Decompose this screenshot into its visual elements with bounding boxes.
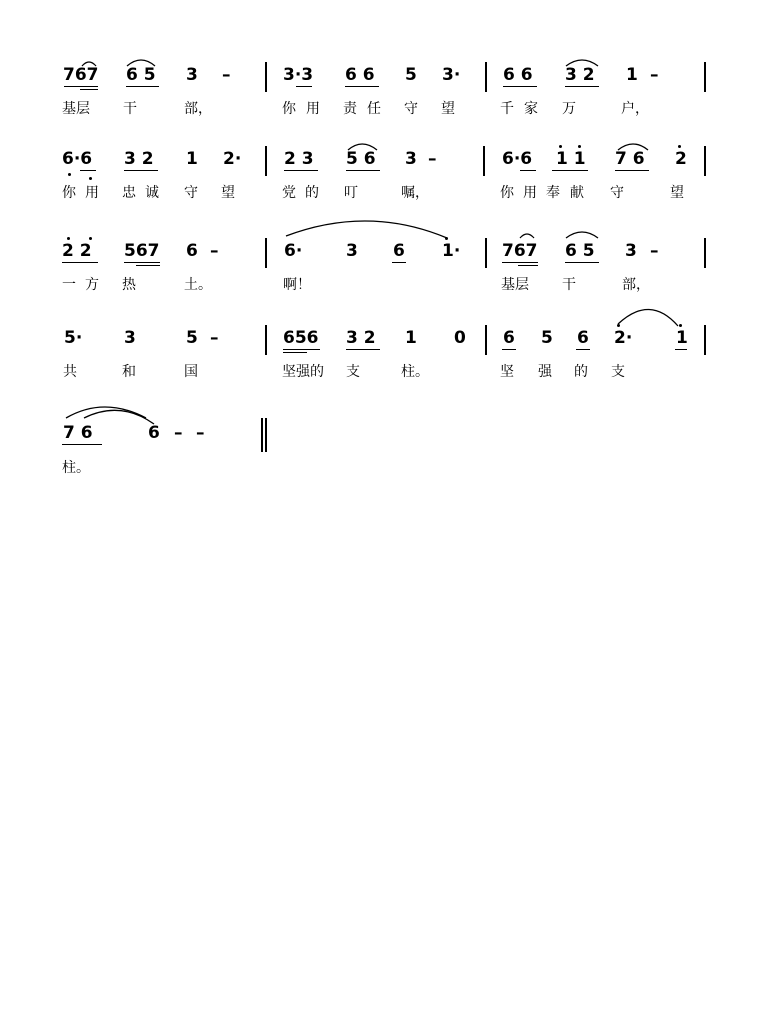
- lyric: 的: [305, 185, 319, 201]
- note-6: 6: [577, 328, 589, 348]
- note-dash: –: [210, 328, 219, 348]
- note-76: 7 6: [615, 149, 645, 169]
- lyric: 基层: [501, 277, 529, 293]
- underline: [615, 170, 649, 171]
- underline: [296, 86, 312, 87]
- lyric: 土。: [184, 277, 212, 293]
- note-32: 3 2: [565, 65, 595, 85]
- underline: [502, 262, 538, 263]
- lyric: 坚强的: [282, 364, 324, 380]
- barline: [265, 325, 267, 355]
- note-2h2h: 2 2: [62, 241, 92, 261]
- barline: [265, 62, 267, 92]
- note-3-dot: 3·: [442, 65, 461, 85]
- note-23: 2 3: [284, 149, 314, 169]
- note-5-dot: 5·: [64, 328, 83, 348]
- barline: [265, 146, 267, 176]
- lyric: 守: [404, 101, 418, 117]
- note-6-6: 6·6: [502, 149, 533, 169]
- underline: [392, 262, 406, 263]
- high-octave-dot: [578, 145, 581, 148]
- high-octave-dot: [89, 237, 92, 240]
- note-32: 3 2: [124, 149, 154, 169]
- lyric: 干: [123, 101, 137, 117]
- high-octave-dot: [559, 145, 562, 148]
- lyric: 望: [441, 101, 455, 117]
- underline: [80, 89, 98, 90]
- underline: [675, 349, 687, 350]
- note-567: 567: [124, 241, 160, 261]
- lyric: 诚: [145, 185, 159, 201]
- note-76: 7 6: [63, 423, 93, 443]
- lyric: 啊！: [283, 277, 311, 293]
- barline: [485, 238, 487, 268]
- barline: [485, 62, 487, 92]
- high-octave-dot: [679, 324, 682, 327]
- note-767: 767: [63, 65, 99, 85]
- note-5: 5: [405, 65, 417, 85]
- note-5: 5: [186, 328, 198, 348]
- lyric: 千: [500, 101, 514, 117]
- barline: [265, 238, 267, 268]
- final-barline-thick: [265, 418, 267, 452]
- lyric: 一: [62, 277, 76, 293]
- underline: [80, 170, 96, 171]
- underline: [520, 170, 536, 171]
- lyric: 叮: [344, 185, 358, 201]
- note-3: 3: [625, 241, 637, 261]
- underline: [124, 170, 158, 171]
- note-656: 656: [283, 328, 319, 348]
- high-octave-dot: [67, 237, 70, 240]
- lyric: 热: [122, 277, 136, 293]
- lyric: 忠: [122, 185, 136, 201]
- note-1h1h: 1 1: [556, 149, 586, 169]
- high-octave-dot: [678, 145, 681, 148]
- note-dash: –: [174, 423, 183, 443]
- underline: [62, 444, 102, 445]
- lyric: 共: [63, 364, 77, 380]
- note-1h-dot: 1·: [442, 241, 461, 261]
- note-dash: –: [428, 149, 437, 169]
- lyric: 奉: [546, 185, 560, 201]
- note-2-dot: 2·: [223, 149, 242, 169]
- note-6: 6: [393, 241, 405, 261]
- high-octave-dot: [617, 324, 620, 327]
- lyric: 用: [85, 185, 99, 201]
- note-dash: –: [650, 241, 659, 261]
- barline: [704, 325, 706, 355]
- note-3: 3: [124, 328, 136, 348]
- underline: [345, 86, 379, 87]
- lyric: 嘱，: [401, 185, 429, 201]
- underline: [552, 170, 588, 171]
- barline: [483, 146, 485, 176]
- underline: [503, 86, 537, 87]
- note-66: 6 6: [503, 65, 533, 85]
- note-32: 3 2: [346, 328, 376, 348]
- note-rest-0: 0: [454, 328, 466, 348]
- lyric: 的: [574, 364, 588, 380]
- note-dash: –: [196, 423, 205, 443]
- lyric: 部，: [622, 277, 650, 293]
- lyric: 家: [524, 101, 538, 117]
- lyric: 柱。: [62, 460, 90, 476]
- low-octave-dot: [89, 177, 92, 180]
- note-3: 3: [186, 65, 198, 85]
- underline: [502, 349, 516, 350]
- note-1: 1: [626, 65, 638, 85]
- lyric: 望: [670, 185, 684, 201]
- underline: [126, 86, 159, 87]
- underline: [518, 265, 538, 266]
- lyric: 责: [343, 101, 357, 117]
- final-barline-thin: [261, 418, 263, 452]
- lyric: 户，: [621, 101, 649, 117]
- lyric: 万: [562, 101, 576, 117]
- lyric: 和: [122, 364, 136, 380]
- note-1h: 1: [676, 328, 688, 348]
- underline: [346, 170, 380, 171]
- note-56: 5 6: [346, 149, 376, 169]
- note-6: 6: [186, 241, 198, 261]
- lyric: 强: [538, 364, 552, 380]
- lyric: 基层: [62, 101, 90, 117]
- note-3: 3: [405, 149, 417, 169]
- barline: [704, 62, 706, 92]
- low-octave-dot: [68, 173, 71, 176]
- underline: [62, 262, 98, 263]
- barline: [704, 146, 706, 176]
- lyric: 国: [184, 364, 198, 380]
- lyric: 方: [85, 277, 99, 293]
- lyric: 柱。: [401, 364, 429, 380]
- note-dash: –: [222, 65, 231, 85]
- lyric: 用: [306, 101, 320, 117]
- lyric: 支: [611, 364, 625, 380]
- underline: [346, 349, 380, 350]
- note-6: 6: [148, 423, 160, 443]
- lyric: 望: [221, 185, 235, 201]
- lyric: 献: [570, 185, 584, 201]
- note-6-dot: 6·: [284, 241, 303, 261]
- note-1: 1: [186, 149, 198, 169]
- note-1: 1: [405, 328, 417, 348]
- underline: [124, 262, 160, 263]
- note-3-3: 3·3: [283, 65, 314, 85]
- note-2h: 2: [675, 149, 687, 169]
- note-65: 6 5: [565, 241, 595, 261]
- lyric: 部，: [184, 101, 212, 117]
- lyric: 你: [500, 185, 514, 201]
- lyric: 你: [62, 185, 76, 201]
- high-octave-dot: [445, 237, 448, 240]
- lyric: 任: [367, 101, 381, 117]
- lyric: 用: [523, 185, 537, 201]
- barline: [485, 325, 487, 355]
- note-6: 6: [503, 328, 515, 348]
- lyric: 守: [610, 185, 624, 201]
- note-5: 5: [541, 328, 553, 348]
- note-65: 6 5: [126, 65, 156, 85]
- note-767: 767: [502, 241, 538, 261]
- note-2h-dot: 2·: [614, 328, 633, 348]
- underline: [64, 86, 98, 87]
- underline: [284, 170, 318, 171]
- underline: [136, 265, 160, 266]
- lyric: 党: [282, 185, 296, 201]
- lyric: 支: [346, 364, 360, 380]
- note-dash: –: [650, 65, 659, 85]
- note-dash: –: [210, 241, 219, 261]
- underline: [565, 262, 599, 263]
- note-3: 3: [346, 241, 358, 261]
- underline: [283, 349, 320, 350]
- lyric: 干: [562, 277, 576, 293]
- note-6-6: 6·6: [62, 149, 93, 169]
- lyric: 守: [184, 185, 198, 201]
- underline: [283, 352, 307, 353]
- lyric: 你: [282, 101, 296, 117]
- barline: [704, 238, 706, 268]
- lyric: 坚: [500, 364, 514, 380]
- note-66: 6 6: [345, 65, 375, 85]
- underline: [565, 86, 599, 87]
- underline: [576, 349, 590, 350]
